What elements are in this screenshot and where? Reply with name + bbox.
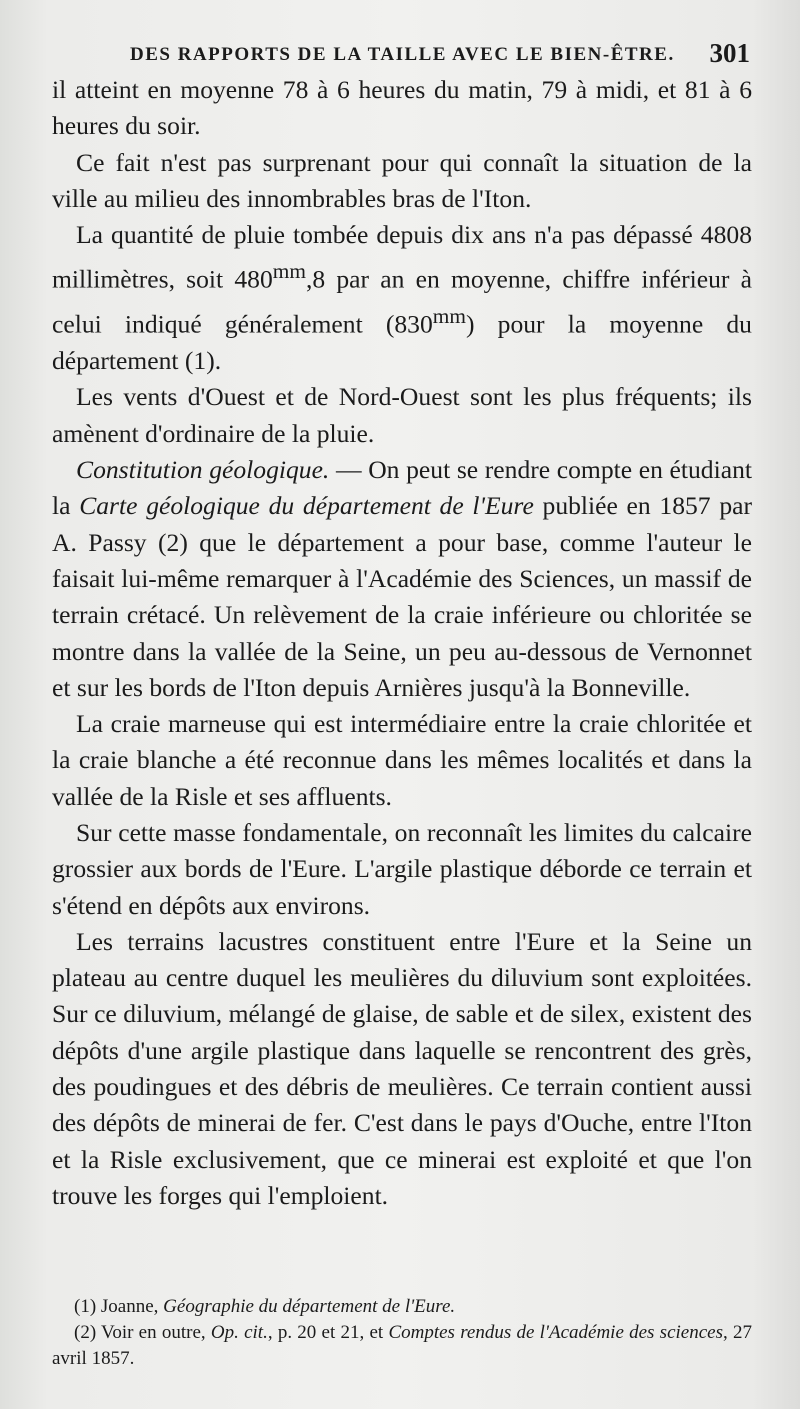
paragraph-5-part-a: — On peut se rendre compte en étudiant la [52,455,752,521]
paragraph-3 [52,217,752,379]
paragraph-8: Les terrains lacustres constituent entre l'Eure et la Seine un plateau au centre duquel les meulières du diluvium sont exploitées. Sur ce diluvium, mélangé de glaise, de sable et de silex, existent des dépôts d'une argile plastique dans laquelle se rencontrent des grès, des poudingues et des débris de meulières. Ce terrain contient aussi des dépôts de minerai de fer. C'est dans le pays d'Ouche, entre l'Iton et la Risle exclusivement, que ce minerai est exploité et que l'on trouve les forges qui l'emploient. [52,926,752,1210]
footnote-1-text: (1) Joanne, [74,1296,164,1317]
footnote-2 [52,1320,752,1372]
footnote-2-text-a: (2) Voir en outre, [74,1322,211,1343]
paragraph-5 [52,452,752,706]
paragraph-7: Sur cette masse fondamentale, on reconnaît les limites du calcaire grossier aux bords de l'Eure. L'argile plastique déborde ce terrain et s'étend en dépôts aux environs. [52,818,752,920]
unit-superscript-2: mm [432,304,466,329]
body-text [52,72,752,1214]
footnote-2-opcit: Op. cit. [210,1322,268,1343]
paragraph-3-part-c: ) pour la moyenne du département (1). [52,309,752,376]
footnote-1 [52,1294,752,1320]
footnote-2-text-c: , 27 avril 1857. [52,1322,752,1369]
paragraph-5-part-b: publiée en 1857 par A. Passy (2) que le département a pour base, comme l'auteur le faisait lui-même remarquer à l'Académie des Sciences, un massif de terrain crétacé. Un relèvement de la craie inférieure ou chloritée se montre dans la vallée de la Seine, un peu au-dessous de Vernonnet et sur les bords de l'Iton depuis Arnières jusqu'à la Bonneville. [52,491,752,702]
map-title: Carte géologique du département de l'Eure [79,491,534,521]
footnote-1-title: Géographie du département de l'Eure. [163,1296,456,1317]
running-header [130,38,750,68]
paragraph-2: Ce fait n'est pas surprenant pour qui connaît la situation de la ville au milieu des innombrables bras de l'Iton. [52,147,752,213]
paragraph-4: Les vents d'Ouest et de Nord-Ouest sont les plus fréquents; ils amènent d'ordinaire de la pluie. [52,382,752,448]
paragraph-6: La craie marneuse qui est intermédiaire entre la craie chloritée et la craie blanche a été reconnue dans les mêmes localités et dans la vallée de la Risle et ses affluents. [52,709,752,811]
footnotes [52,1294,752,1372]
footnote-2-text-b: , p. 20 et 21, et [267,1322,389,1343]
paragraph-1: il atteint en moyenne 78 à 6 heures du matin, 79 à midi, et 81 à 6 heures du soir. [52,75,752,141]
paragraph-3-part-a: La quantité de pluie tombée depuis dix ans n'a pas dépassé 4808 millimètres, soit 480 [52,220,752,295]
page-number: 301 [709,38,750,68]
paragraph-3-part-b: ,8 par an en moyenne, chiffre inférieur à celui indiqué généralement (830 [52,265,753,339]
unit-superscript-1: mm [272,259,306,284]
footnote-2-title: Comptes rendus de l'Académie des sciences [388,1322,723,1343]
running-title: DES RAPPORTS DE LA TAILLE AVEC LE BIEN-ÊTRE. [130,44,675,65]
section-heading: Constitution géologique. [76,455,330,485]
